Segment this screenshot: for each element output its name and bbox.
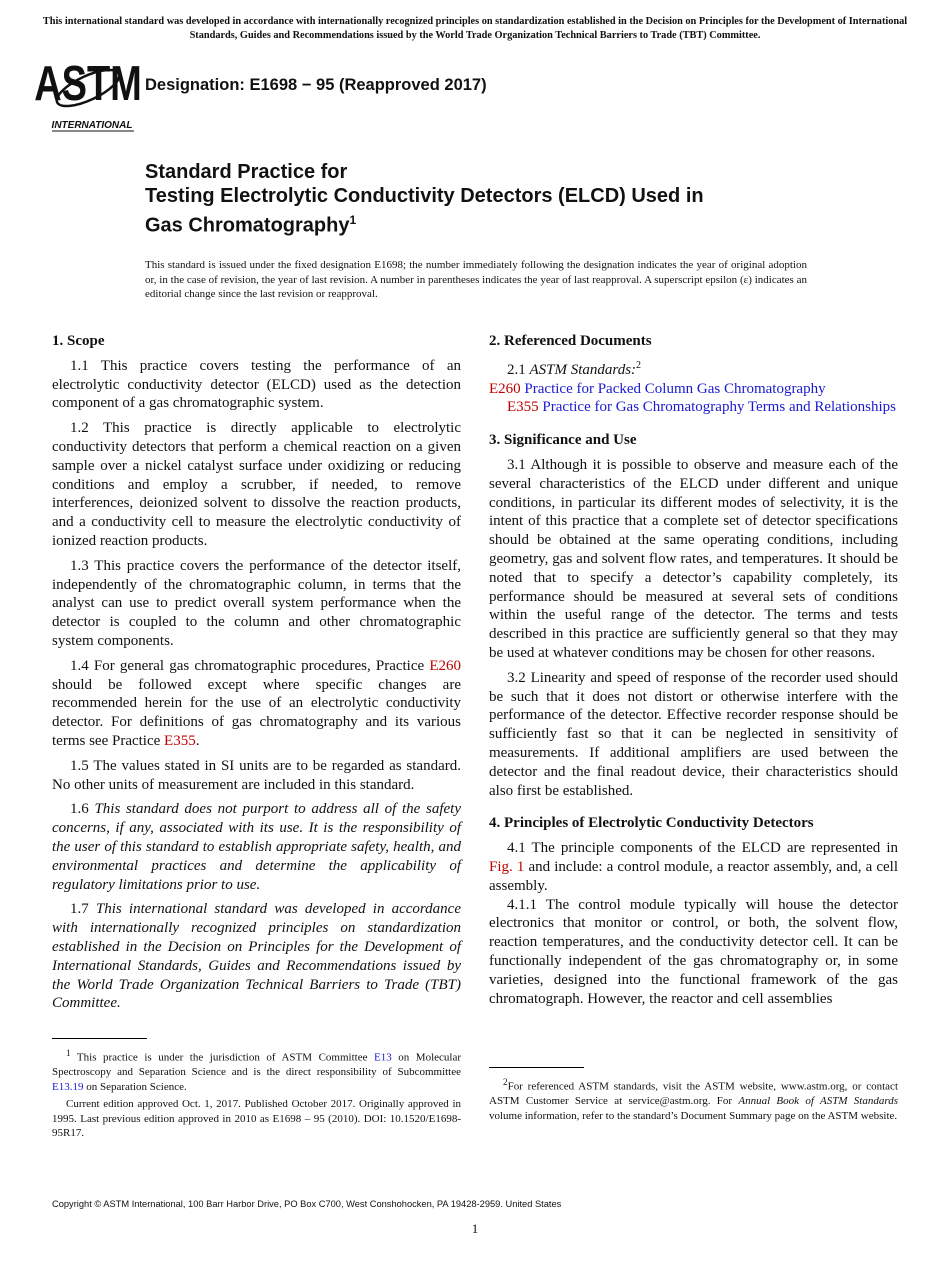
paragraph-1-7: 1.7 This international standard was developed in accordance with internationally recognized principles on standardization established in the Decision on Principles for the Development of International Standards, Guides and Recommendations issued by the World Trade Organization Technical Barriers to Trade (TBT) Committee. — [52, 901, 462, 1012]
section-heading-significance: 3. Significance and Use — [489, 432, 637, 449]
ref-title[interactable]: Practice for Packed Column Gas Chromatography — [524, 380, 826, 397]
svg-text:INTERNATIONAL: INTERNATIONAL — [51, 120, 133, 131]
copyright: Copyright © ASTM International, 100 Barr Harbor Drive, PO Box C700, West Conshohocken, PA 19428-2959. United States — [52, 1199, 562, 1209]
link-e13[interactable]: E13 — [374, 1051, 392, 1064]
paragraph-3-2: 3.2 Linearity and speed of response of the recorder used should be such that it does not distort or otherwise interfere with the performance of the detector. Effective recorder response should be sufficiently fast so that it can be neglected in sensitivity of measurements. If additional amplifiers are used between the detector and the final readout device, their characteristics should also first be established. — [489, 669, 898, 799]
paragraph-1-5: 1.5 The values stated in SI units are to be regarded as standard. No other units of measurement are included in this standard. — [52, 757, 461, 793]
footnote-2: $^2$For referenced ASTM standards, visit the ASTM website, www.astm.org, or contact ASTM Customer Service at service@astm.org. For Annual Book of ASTM Standards volume information, refer to the standard’s Document Summary page on the ASTM website. — [489, 1077, 898, 1122]
paragraph-4-1-1: 4.1.1 The control module typically will house the detector electronics that monitor or control, or both, the solvent flow, reaction temperatures, and the conductivity detector cell. It can be functionally independent of the gas chromatography or, in some varieties, designed into the functional framework of the gas chromatograph. However, the reactor and cell assemblies — [489, 896, 898, 1007]
section-heading-referenced-documents: 2. Referenced Documents — [489, 333, 652, 349]
link-e13-19[interactable]: E13.19 — [52, 1080, 84, 1093]
title-line: Standard Practice for — [145, 161, 348, 183]
intro-note: This standard is issued under the fixed designation E1698; the number immediately following the designation indicates the year of original adoption or, in the case of revision, the year of last revision. A number in parentheses indicates the year of last reapproval. A superscript epsilon (ε) indicates an editorial change since the last revision or reapproval. — [145, 259, 807, 301]
ref-title[interactable]: Practice for Gas Chromatography Terms and Relationships — [542, 399, 897, 416]
link-e355[interactable]: E355 — [164, 732, 196, 749]
paragraph-2-1: 2.1 ASTM Standards:$^2$ — [507, 359, 642, 378]
paragraph-1-6: 1.6 This standard does not purport to address all of the safety concerns, if any, associated with its use. It is the responsibility of the user of this standard to establish appropriate safety, health, and environmental practices and determine the applicability of regulatory limitations prior to use. — [52, 801, 462, 893]
page-number: 1 — [471, 1221, 479, 1236]
reference-item[interactable] — [507, 398, 898, 417]
ref-code[interactable]: E260 — [489, 380, 521, 397]
tbt-notice: This international standard was developed in accordance with internationally recognized principles on standardization established in the Decision on Principles for the Development of International Standards, Guides and Recommendations issued by the World Trade Organization Technical Barriers to Trade (TBT) Committee. — [42, 16, 908, 41]
designation: Designation: E1698 − 95 (Reapproved 2017) — [145, 76, 487, 94]
link-fig-1[interactable]: Fig. 1 — [489, 858, 525, 875]
paragraph-3-1: 3.1 Although it is possible to observe and measure each of the several characteristics of the ELCD under different and unique conditions, in particular its different modes of selectivity, it is the intent of this practice that a complete set of detector specifications should be obtained at the same operating conditions, including geometry, gas and solvent flow rates, and temperatures. It should be noted that to specify a detector’s capability completely, its performance should be measured at several sets of conditions within the useful range of the detector. The terms and tests described in this practice are sufficiently general so that they may be used at whatever conditions may be chosen for other reasons. — [489, 456, 898, 661]
right-column — [489, 332, 898, 1014]
section-heading-scope: 1. Scope — [52, 333, 105, 349]
footnotes-right — [489, 1075, 898, 1126]
footnote-divider — [52, 1038, 147, 1039]
paragraph-1-1: 1.1 This practice covers testing the performance of an electrolytic conductivity detector (ELCD) used as the detection component of a gas chromatographic system. — [52, 357, 461, 412]
reference-item[interactable] — [489, 380, 898, 399]
left-column — [52, 332, 461, 1019]
footnote-ref: 1 — [349, 213, 357, 227]
edition-note: Current edition approved Oct. 1, 2017. Published October 2017. Originally approved in 1995. Last previous edition approved in 2010 as E1698 – 95 (2010). DOI: 10.1520/E1698-95R17. — [52, 1098, 461, 1140]
ref-code[interactable]: E355 — [507, 399, 539, 416]
paragraph-1-4: 1.4 For general gas chromatographic procedures, Practice E260 should be followed except where specific changes are recommended herein for the use of an electrolytic conductivity detector. For definitions of gas chromatography and its various terms see Practice E355. — [52, 657, 461, 749]
footnote-divider — [489, 1067, 584, 1068]
title-line: Testing Electrolytic Conductivity Detectors (ELCD) Used in — [145, 185, 704, 207]
link-e260[interactable]: E260 — [429, 657, 461, 674]
footnotes-left — [52, 1046, 461, 1144]
title-line: Gas Chromatography — [145, 214, 350, 237]
astm-logo — [34, 56, 142, 132]
paragraph-4-1: 4.1 The principle components of the ELCD are represented in Fig. 1 and include: a control module, a reactor assembly, and, a cell assembly. — [489, 840, 898, 894]
section-heading-principles: 4. Principles of Electrolytic Conductivity Detectors — [489, 815, 814, 832]
document-title — [145, 160, 845, 238]
footnote-1: $^1$ This practice is under the jurisdiction of ASTM Committee E13 on Molecular Spectroscopy and Separation Science and is the direct responsibility of Subcommittee E13.19 on Separation Science. — [52, 1048, 461, 1093]
paragraph-1-2: 1.2 This practice is directly applicable to electrolytic conductivity detectors that perform a chemical reaction on a given sample over a nickel catalyst surface under oxidizing or reducing conditions and employ a scrubber, if needed, to remove interferences, deionized solvent to dissolve the reaction products, and a conductivity cell to measure the electrolytic conductivity of ionized reaction products. — [52, 420, 461, 549]
svg-text:ASTM: ASTM — [34, 56, 142, 112]
paragraph-1-3: 1.3 This practice covers the performance of the detector itself, independently of the chromatographic column, in terms that the analyst can use to predict overall system performance when the detector is coupled to the column and other chromatographic system components. — [52, 557, 461, 649]
